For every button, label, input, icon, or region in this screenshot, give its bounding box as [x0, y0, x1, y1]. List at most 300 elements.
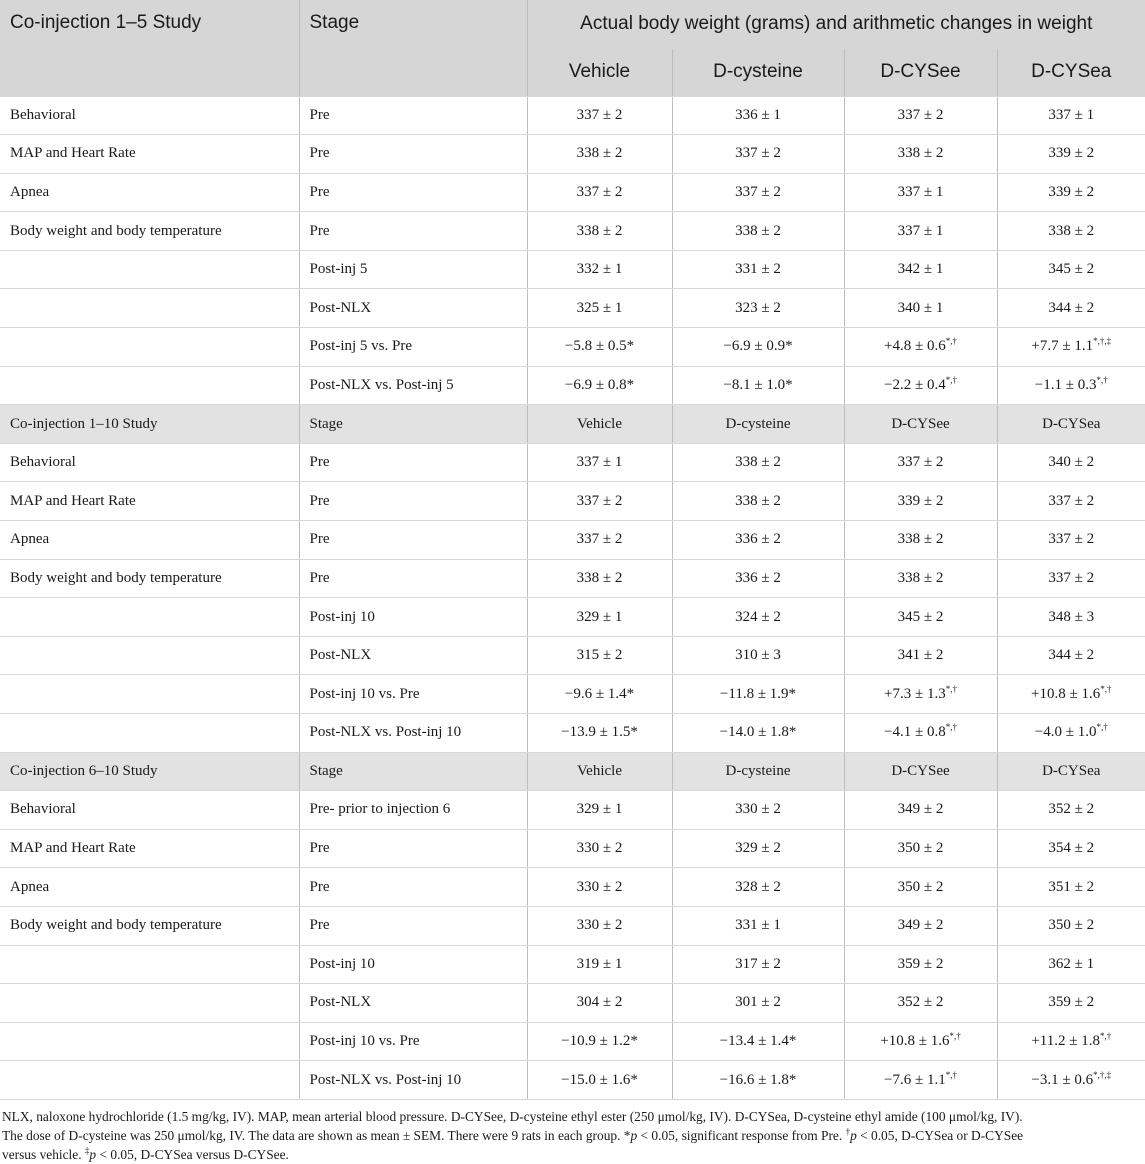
value-cell	[997, 984, 1145, 1023]
value-text: −11.8 ± 1.9*	[719, 685, 797, 702]
section-title: Co-injection 6–10 Study	[0, 752, 299, 791]
value-text: 329 ± 1	[576, 801, 623, 818]
value-cell	[997, 1061, 1145, 1100]
value-cell	[527, 598, 672, 637]
value-cell	[997, 868, 1145, 907]
value-cell	[672, 250, 844, 289]
value-text: −5.8 ± 0.5*	[564, 338, 635, 355]
double-dagger-mark: ‡	[84, 1145, 90, 1156]
table-row	[0, 482, 1145, 521]
value-cell	[672, 829, 844, 868]
value-text: 350 ± 2	[897, 878, 944, 895]
section-group-header: Vehicle	[527, 405, 672, 444]
value-cell	[672, 1061, 844, 1100]
value-text: −2.2 ± 0.4	[884, 376, 946, 393]
stage-cell: Pre	[299, 96, 527, 135]
value-cell	[672, 366, 844, 405]
group-header-vehicle: Vehicle	[527, 48, 672, 96]
value-text: +10.8 ± 1.6	[880, 1033, 950, 1050]
value-text: 362 ± 1	[1048, 955, 1095, 972]
value-text: −10.9 ± 1.2*	[561, 1033, 638, 1050]
value-text: 349 ± 2	[897, 917, 944, 934]
value-text: −3.1 ± 0.6	[1031, 1071, 1094, 1088]
value-text: 323 ± 2	[735, 299, 781, 316]
value-cell	[527, 482, 672, 521]
value-text: 329 ± 1	[576, 608, 623, 625]
value-cell	[844, 212, 997, 251]
value-cell	[844, 1022, 997, 1061]
value-cell	[527, 984, 672, 1023]
section-group-header: D-CYSea	[997, 752, 1145, 791]
value-text: 338 ± 2	[735, 454, 781, 471]
value-text: −4.1 ± 0.8	[884, 724, 946, 741]
value-text: −14.0 ± 1.8*	[719, 724, 797, 741]
value-cell	[672, 212, 844, 251]
value-text: 344 ± 2	[1048, 299, 1095, 316]
value-text: 330 ± 2	[735, 801, 781, 818]
footnote-line-2	[2, 1126, 1143, 1145]
value-cell	[844, 984, 997, 1023]
study-cell	[0, 598, 299, 637]
footnote-p-symbol: p	[89, 1146, 97, 1162]
value-cell	[997, 521, 1145, 560]
value-text: 337 ± 2	[576, 106, 623, 123]
value-text: 337 ± 2	[897, 106, 944, 123]
value-cell	[844, 521, 997, 560]
study-cell	[0, 250, 299, 289]
value-cell	[527, 96, 672, 135]
value-cell	[672, 906, 844, 945]
value-cell	[997, 829, 1145, 868]
value-cell	[527, 250, 672, 289]
group-header-d-cysea: D-CYSea	[997, 48, 1145, 96]
table-row	[0, 984, 1145, 1023]
value-text: 338 ± 2	[735, 492, 781, 509]
value-cell	[997, 443, 1145, 482]
value-cell	[844, 906, 997, 945]
stage-cell: Pre	[299, 829, 527, 868]
stage-cell: Pre	[299, 212, 527, 251]
value-cell	[844, 675, 997, 714]
value-text: 338 ± 2	[897, 145, 944, 162]
value-text: −7.6 ± 1.1	[884, 1071, 946, 1088]
study-cell: Body weight and body temperature	[0, 212, 299, 251]
value-text: 338 ± 2	[576, 222, 623, 239]
value-cell	[527, 289, 672, 328]
footnote-p-symbol: p	[850, 1127, 857, 1143]
section-stage-header: Stage	[299, 405, 527, 444]
value-cell	[672, 1022, 844, 1061]
study-cell	[0, 636, 299, 675]
value-cell	[844, 714, 997, 753]
value-cell	[672, 521, 844, 560]
value-text: −6.9 ± 0.8*	[564, 376, 635, 393]
value-text: 304 ± 2	[576, 994, 623, 1011]
value-cell	[672, 96, 844, 135]
value-text: 350 ± 2	[1048, 917, 1095, 934]
stage-cell: Pre	[299, 906, 527, 945]
value-cell	[527, 135, 672, 174]
value-text: 352 ± 2	[1048, 801, 1095, 818]
section-group-header: D-CYSee	[844, 752, 997, 791]
footnote-text: versus vehicle.	[2, 1146, 85, 1162]
section-group-header: D-cysteine	[672, 752, 844, 791]
table-row	[0, 868, 1145, 907]
table-row	[0, 559, 1145, 598]
study-cell: MAP and Heart Rate	[0, 135, 299, 174]
table-row	[0, 598, 1145, 637]
table-row	[0, 1022, 1145, 1061]
value-cell	[844, 328, 997, 367]
significance-marks: *,†	[945, 722, 957, 733]
value-cell	[527, 829, 672, 868]
study-cell	[0, 945, 299, 984]
value-text: 336 ± 2	[735, 531, 781, 548]
value-text: 337 ± 2	[576, 492, 623, 509]
value-text: 339 ± 2	[897, 492, 944, 509]
value-cell	[997, 675, 1145, 714]
significance-marks: *,†	[945, 336, 957, 347]
value-cell	[527, 443, 672, 482]
table-row	[0, 636, 1145, 675]
value-text: 317 ± 2	[735, 955, 781, 972]
value-cell	[997, 328, 1145, 367]
value-cell	[527, 328, 672, 367]
table-row	[0, 250, 1145, 289]
value-cell	[844, 945, 997, 984]
table-row	[0, 212, 1145, 251]
table-row	[0, 366, 1145, 405]
table-row	[0, 829, 1145, 868]
value-text: 352 ± 2	[897, 994, 944, 1011]
value-text: 337 ± 2	[576, 531, 623, 548]
value-cell	[844, 366, 997, 405]
weight-span-header: Actual body weight (grams) and arithmetic changes in weight	[527, 0, 1145, 48]
value-text: 338 ± 2	[897, 531, 944, 548]
value-text: 337 ± 1	[576, 454, 623, 471]
value-cell	[527, 559, 672, 598]
value-text: 336 ± 1	[735, 106, 781, 123]
value-text: 330 ± 2	[576, 840, 623, 857]
footnote-line-1: NLX, naloxone hydrochloride (1.5 mg/kg, IV). MAP, mean arterial blood pressure. D-CYSee, D-cysteine ethyl ester (250 μmol/kg, IV). D-CYSea, D-cysteine ethyl amide (100 μmol/kg, IV).	[2, 1108, 1023, 1124]
value-text: 340 ± 1	[897, 299, 944, 316]
value-text: 339 ± 2	[1048, 145, 1095, 162]
value-text: 338 ± 2	[576, 145, 623, 162]
stage-cell: Post-inj 10	[299, 598, 527, 637]
study-cell: Body weight and body temperature	[0, 906, 299, 945]
study-cell	[0, 675, 299, 714]
value-text: 337 ± 2	[1048, 492, 1095, 509]
study-cell	[0, 366, 299, 405]
stage-cell: Post-inj 10 vs. Pre	[299, 1022, 527, 1061]
value-text: 348 ± 3	[1048, 608, 1095, 625]
table-row	[0, 173, 1145, 212]
significance-marks: *,†	[1099, 1031, 1112, 1042]
value-cell	[997, 173, 1145, 212]
value-cell	[844, 1061, 997, 1100]
stage-cell: Post-NLX vs. Post-inj 10	[299, 1061, 527, 1100]
value-text: 337 ± 1	[897, 222, 944, 239]
value-text: 349 ± 2	[897, 801, 944, 818]
table-row	[0, 675, 1145, 714]
stage-cell: Pre- prior to injection 6	[299, 791, 527, 830]
study-cell: Behavioral	[0, 443, 299, 482]
value-cell	[844, 443, 997, 482]
value-text: 338 ± 2	[1048, 222, 1095, 239]
value-text: 341 ± 2	[897, 647, 944, 664]
value-cell	[672, 945, 844, 984]
value-text: 337 ± 2	[897, 454, 944, 471]
value-text: 336 ± 2	[735, 569, 781, 586]
study-column-header: Co-injection 1–5 Study	[0, 0, 299, 96]
study-cell: Apnea	[0, 521, 299, 560]
table-row	[0, 1061, 1145, 1100]
stage-cell: Pre	[299, 443, 527, 482]
value-cell	[997, 250, 1145, 289]
value-text: 354 ± 2	[1048, 840, 1095, 857]
table-footnote	[0, 1100, 1145, 1164]
footnote-text: The dose of D-cysteine was 250 μmol/kg, IV. The data are shown as mean ± SEM. There were 9 rats in each group. *	[2, 1127, 631, 1143]
value-text: 332 ± 1	[576, 261, 623, 278]
study-cell: MAP and Heart Rate	[0, 482, 299, 521]
study-cell: Body weight and body temperature	[0, 559, 299, 598]
value-cell	[672, 598, 844, 637]
table-row	[0, 96, 1145, 135]
value-text: 338 ± 2	[735, 222, 781, 239]
value-cell	[527, 714, 672, 753]
stage-column-header: Stage	[299, 0, 527, 96]
value-cell	[672, 791, 844, 830]
value-cell	[997, 289, 1145, 328]
stage-cell: Post-NLX	[299, 984, 527, 1023]
value-cell	[997, 135, 1145, 174]
section-header-row	[0, 752, 1145, 791]
value-text: 330 ± 2	[576, 878, 623, 895]
stage-cell: Post-NLX	[299, 289, 527, 328]
value-text: 330 ± 2	[576, 917, 623, 934]
value-cell	[997, 636, 1145, 675]
stage-cell: Pre	[299, 559, 527, 598]
value-text: 344 ± 2	[1048, 647, 1095, 664]
study-cell: Apnea	[0, 868, 299, 907]
value-cell	[672, 714, 844, 753]
stage-cell: Post-inj 10	[299, 945, 527, 984]
value-cell	[527, 212, 672, 251]
value-cell	[672, 482, 844, 521]
value-text: 315 ± 2	[576, 647, 623, 664]
section-group-header: D-CYSea	[997, 405, 1145, 444]
value-cell	[844, 636, 997, 675]
value-text: +10.8 ± 1.6	[1031, 685, 1101, 702]
value-text: 331 ± 2	[735, 261, 781, 278]
value-text: 337 ± 2	[735, 183, 781, 200]
value-cell	[527, 636, 672, 675]
stage-cell: Post-NLX vs. Post-inj 10	[299, 714, 527, 753]
value-text: +11.2 ± 1.8	[1031, 1033, 1100, 1050]
value-cell	[527, 868, 672, 907]
value-cell	[527, 945, 672, 984]
value-text: −8.1 ± 1.0*	[723, 376, 793, 393]
value-text: −16.6 ± 1.8*	[719, 1071, 797, 1088]
study-cell: MAP and Heart Rate	[0, 829, 299, 868]
stage-cell: Post-inj 10 vs. Pre	[299, 675, 527, 714]
value-cell	[527, 173, 672, 212]
stage-cell: Pre	[299, 521, 527, 560]
value-text: +7.3 ± 1.3	[884, 685, 946, 702]
value-text: −13.9 ± 1.5*	[561, 724, 638, 741]
value-text: 310 ± 3	[735, 647, 781, 664]
value-text: 342 ± 1	[897, 261, 944, 278]
study-cell	[0, 328, 299, 367]
value-text: −9.6 ± 1.4*	[564, 685, 635, 702]
table-row	[0, 289, 1145, 328]
value-cell	[844, 135, 997, 174]
value-cell	[844, 829, 997, 868]
stage-cell: Post-NLX vs. Post-inj 5	[299, 366, 527, 405]
value-cell	[527, 366, 672, 405]
value-cell	[672, 443, 844, 482]
value-cell	[997, 598, 1145, 637]
significance-marks: *,†	[1100, 683, 1112, 694]
study-cell	[0, 289, 299, 328]
significance-marks: *,†	[949, 1031, 961, 1042]
footnote-p-symbol: p	[630, 1127, 638, 1143]
dagger-mark: †	[845, 1126, 851, 1137]
value-cell	[844, 482, 997, 521]
significance-marks: *,†,‡	[1093, 336, 1112, 347]
value-text: −6.9 ± 0.9*	[723, 338, 793, 355]
value-text: −4.0 ± 1.0	[1034, 724, 1097, 741]
value-text: 319 ± 1	[576, 955, 623, 972]
value-cell	[672, 984, 844, 1023]
value-cell	[997, 366, 1145, 405]
value-text: 338 ± 2	[897, 569, 944, 586]
table-row	[0, 791, 1145, 830]
value-cell	[672, 173, 844, 212]
value-text: 324 ± 2	[735, 608, 781, 625]
section-header-row	[0, 405, 1145, 444]
stage-cell: Post-inj 5 vs. Pre	[299, 328, 527, 367]
value-cell	[997, 945, 1145, 984]
study-cell: Apnea	[0, 173, 299, 212]
value-text: 359 ± 2	[1048, 994, 1095, 1011]
significance-marks: *,†,‡	[1093, 1069, 1112, 1080]
value-text: 337 ± 2	[1048, 569, 1095, 586]
value-text: 328 ± 2	[735, 878, 781, 895]
significance-marks: *,†	[945, 374, 957, 385]
stage-cell: Post-inj 5	[299, 250, 527, 289]
value-text: −13.4 ± 1.4*	[719, 1033, 797, 1050]
table-row	[0, 945, 1145, 984]
value-cell	[997, 791, 1145, 830]
study-cell	[0, 984, 299, 1023]
value-cell	[844, 598, 997, 637]
value-text: 337 ± 2	[735, 145, 781, 162]
value-cell	[672, 135, 844, 174]
table-header	[0, 0, 1145, 96]
value-cell	[844, 173, 997, 212]
value-text: 351 ± 2	[1048, 878, 1095, 895]
section-group-header: D-cysteine	[672, 405, 844, 444]
value-cell	[844, 868, 997, 907]
value-text: +7.7 ± 1.1	[1031, 338, 1094, 355]
value-cell	[672, 868, 844, 907]
section-title: Co-injection 1–10 Study	[0, 405, 299, 444]
section-stage-header: Stage	[299, 752, 527, 791]
table-body	[0, 96, 1145, 1099]
stage-cell: Pre	[299, 173, 527, 212]
study-cell	[0, 1061, 299, 1100]
section-group-header: D-CYSee	[844, 405, 997, 444]
value-text: 345 ± 2	[1048, 261, 1095, 278]
value-text: 337 ± 2	[1048, 531, 1095, 548]
footnote-line-3	[2, 1145, 1143, 1164]
footnote-text: < 0.05, D-CYSea versus D-CYSee.	[96, 1146, 289, 1162]
value-cell	[997, 96, 1145, 135]
stage-cell: Pre	[299, 868, 527, 907]
table-row	[0, 521, 1145, 560]
value-text: 337 ± 1	[897, 183, 944, 200]
value-text: 339 ± 2	[1048, 183, 1095, 200]
value-cell	[672, 328, 844, 367]
value-cell	[844, 250, 997, 289]
value-cell	[527, 1022, 672, 1061]
value-text: 345 ± 2	[897, 608, 944, 625]
value-cell	[997, 714, 1145, 753]
table-row	[0, 443, 1145, 482]
value-cell	[672, 636, 844, 675]
value-text: 325 ± 1	[576, 299, 623, 316]
significance-marks: *,†	[945, 1069, 957, 1080]
value-cell	[844, 559, 997, 598]
value-cell	[527, 791, 672, 830]
value-text: 329 ± 2	[735, 840, 781, 857]
table-row	[0, 135, 1145, 174]
study-cell	[0, 1022, 299, 1061]
header-row-1	[0, 0, 1145, 48]
value-cell	[997, 1022, 1145, 1061]
value-cell	[997, 482, 1145, 521]
group-header-d-cysee: D-CYSee	[844, 48, 997, 96]
value-cell	[997, 212, 1145, 251]
value-text: 359 ± 2	[897, 955, 944, 972]
value-text: 337 ± 2	[576, 183, 623, 200]
table-row	[0, 328, 1145, 367]
value-cell	[527, 1061, 672, 1100]
significance-marks: *,†	[1096, 722, 1108, 733]
value-cell	[844, 96, 997, 135]
value-text: 338 ± 2	[576, 569, 623, 586]
value-text: 350 ± 2	[897, 840, 944, 857]
footnote-text: < 0.05, D-CYSea or D-CYSee	[856, 1127, 1024, 1143]
value-text: −1.1 ± 0.3	[1034, 376, 1097, 393]
significance-marks: *,†	[1096, 374, 1108, 385]
stage-cell: Pre	[299, 482, 527, 521]
stage-cell: Post-NLX	[299, 636, 527, 675]
value-text: 301 ± 2	[735, 994, 781, 1011]
section-group-header: Vehicle	[527, 752, 672, 791]
value-cell	[527, 675, 672, 714]
value-text: +4.8 ± 0.6	[884, 338, 946, 355]
stage-cell: Pre	[299, 135, 527, 174]
value-cell	[527, 521, 672, 560]
significance-marks: *,†	[945, 683, 957, 694]
value-cell	[997, 906, 1145, 945]
study-cell	[0, 714, 299, 753]
value-cell	[672, 675, 844, 714]
group-header-d-cysteine: D-cysteine	[672, 48, 844, 96]
study-cell: Behavioral	[0, 791, 299, 830]
